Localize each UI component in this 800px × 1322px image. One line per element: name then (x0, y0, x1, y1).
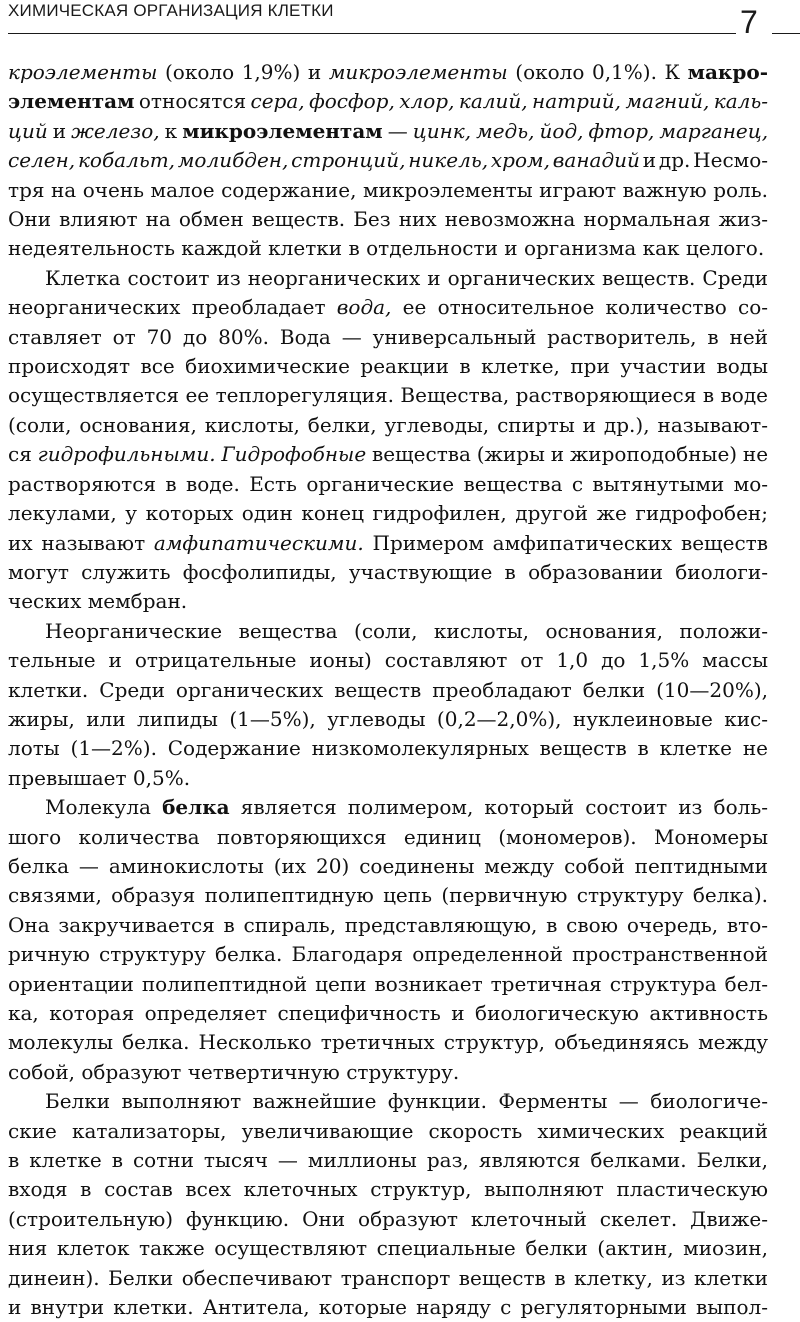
text-line (8, 823, 768, 852)
text-run: динеин). Белки обеспечивают транспорт веществ в клетку, из клетки (8, 1265, 768, 1290)
text-line (8, 646, 768, 675)
italic-term: гидрофильными. Гидрофобные (37, 442, 367, 467)
text-run: Она закручивается в спираль, представляющую, в свою очередь, вто- (8, 912, 768, 937)
text-run: Примером амфипатических веществ (363, 530, 768, 555)
text-run: шого количества повторяющихся единиц (мономеров). Мономеры (8, 824, 768, 849)
italic-term: ций (8, 118, 48, 143)
text-run: Клетка состоит из неорганических и органических веществ. Среди (45, 265, 768, 290)
italic-term: сера, фосфор, хлор, калий, натрий, магний, каль- (250, 89, 769, 114)
text-line (8, 176, 768, 205)
text-run: клетки. Среди органических веществ преобладают белки (10—20%), (8, 677, 768, 702)
italic-term: железо, (71, 118, 160, 143)
header-rule (8, 33, 736, 34)
italic-term: селен, кобальт, молибден, стронций, никель, хром, ванадий (8, 148, 640, 173)
text-line (8, 381, 768, 410)
text-run: ка, которая определяет специфичность и биологическую активность (8, 1001, 768, 1025)
text-run: (около 1,9%) и (157, 60, 329, 84)
text-run: молекулы белка. Несколько третичных структур, объединяясь между (8, 1030, 768, 1055)
text-line (8, 793, 768, 822)
text-line (8, 293, 768, 322)
text-line (8, 1175, 768, 1204)
text-run: ния клеток также осуществляют специальные белки (актин, миозин, (8, 1236, 768, 1261)
text-line (8, 705, 768, 734)
text-line (8, 58, 768, 87)
text-run: жиры, или липиды (1—5%), углеводы (0,2—2,0%), нуклеиновые кис- (8, 706, 768, 731)
text-run: к (159, 118, 183, 143)
text-run: ческих мембран. (8, 589, 188, 614)
text-line (8, 1205, 768, 1234)
text-line (8, 323, 768, 352)
text-run: ские катализаторы, увеличивающие скорость химических реакций (8, 1118, 768, 1143)
text-run: недеятельность каждой клетки в отдельности и организма как целого. (8, 236, 765, 261)
italic-term: микроэлементы (328, 60, 508, 84)
text-line (8, 734, 768, 763)
text-line (8, 764, 768, 793)
text-run: ся (8, 442, 38, 467)
bold-term: макро- (687, 60, 768, 84)
bold-term: белка (162, 795, 230, 820)
text-run: (строительную) функцию. Они образуют клеточный скелет. Движе- (8, 1206, 768, 1231)
text-line (8, 146, 768, 175)
text-run: (соли, основания, кислоты, белки, углеводы, спирты и др.), называют- (8, 412, 768, 437)
text-line (8, 352, 768, 381)
text-run: ричную структуру белка. Благодаря определенной пространственной (8, 942, 768, 967)
text-run: превышает 0,5%. (8, 765, 191, 790)
text-line (8, 205, 768, 234)
text-run: и внутри клетки. Антитела, которые наряду с регуляторными выпол- (8, 1295, 768, 1320)
text-run: в клетке в сотни тысяч — миллионы раз, являются белками. Белки, (8, 1148, 768, 1173)
text-run: лекулами, у которых один конец гидрофилен, другой же гидрофобен; (8, 501, 768, 526)
text-run: тря на очень малое содержание, микроэлементы играют важную роль. (8, 177, 768, 202)
paragraph-protein-functions (8, 1087, 768, 1322)
page-number: 7 (740, 4, 758, 40)
text-run: собой, образуют четвертичную структуру. (8, 1059, 460, 1084)
header-rule-right (772, 33, 800, 34)
text-line (8, 1264, 768, 1293)
text-line (8, 558, 768, 587)
text-run: и др. Несмо- (639, 148, 769, 173)
paragraph-cell-composition (8, 264, 768, 617)
text-line (8, 999, 768, 1028)
text-line (8, 529, 768, 558)
text-run: — (382, 118, 413, 143)
text-run: (около 0,1%). К (507, 60, 688, 84)
paragraph-microelements (8, 58, 768, 264)
text-run: входя в состав всех клеточных структур, выполняют пластическую (8, 1177, 768, 1202)
running-head-title: ХИМИЧЕСКАЯ ОРГАНИЗАЦИЯ КЛЕТКИ (8, 1, 334, 20)
text-line (8, 1087, 768, 1116)
paragraph-inorganic-substances (8, 617, 768, 793)
text-line (8, 440, 768, 469)
text-run: осуществляется ее теплорегуляция. Вещества, растворяющиеся в воде (8, 383, 768, 408)
text-line (8, 587, 768, 616)
text-run: ее относительное количество со- (391, 295, 768, 320)
text-line (8, 117, 768, 146)
text-run: лоты (1—2%). Содержание низкомолекулярных веществ в клетке не (8, 736, 768, 761)
text-run: происходят все биохимические реакции в клетке, при участии воды (8, 354, 768, 379)
text-line (8, 852, 768, 881)
text-line (8, 1058, 768, 1087)
text-line (8, 264, 768, 293)
text-line (8, 411, 768, 440)
italic-term: вода, (336, 295, 392, 320)
text-run: ориентации полипептидной цепи возникает третичная структура бел- (8, 971, 768, 996)
body-text (8, 58, 768, 1322)
text-run: относятся (134, 89, 251, 114)
text-run: связями, образуя полипептидную цепь (первичную структуру белка). (8, 883, 768, 908)
text-run: их называют (8, 530, 154, 555)
text-line (8, 1293, 768, 1322)
text-run: неорганических преобладает (8, 295, 337, 320)
text-run: могут служить фосфолипиды, участвующие в образовании биологи- (8, 559, 768, 584)
text-line (8, 470, 768, 499)
text-run: Молекула (45, 795, 163, 820)
bold-term: элементам (8, 89, 135, 114)
text-line (8, 617, 768, 646)
text-line (8, 1028, 768, 1057)
text-run: Неорганические вещества (соли, кислоты, основания, положи- (45, 618, 768, 643)
text-line (8, 1234, 768, 1263)
text-run: растворяются в воде. Есть органические вещества с вытянутыми мо- (8, 471, 768, 496)
italic-term: кроэлементы (8, 60, 158, 84)
text-line (8, 940, 768, 969)
text-run: вещества (жиры и жироподобные) не (366, 442, 769, 467)
italic-term: амфипатическими. (153, 530, 364, 555)
text-line (8, 911, 768, 940)
text-line (8, 1117, 768, 1146)
text-run: является полимером, который состоит из боль- (229, 795, 768, 820)
text-line (8, 676, 768, 705)
text-run: и (47, 118, 72, 143)
italic-term: цинк, медь, йод, фтор, марганец, (412, 118, 769, 143)
text-line (8, 87, 768, 116)
text-run: Они влияют на обмен веществ. Без них невозможна нормальная жиз- (8, 207, 768, 232)
bold-term: микроэлементам (182, 118, 383, 143)
text-line (8, 1146, 768, 1175)
paragraph-protein-structure (8, 793, 768, 1087)
text-run: Белки выполняют важнейшие функции. Ферменты — биологиче- (45, 1089, 768, 1114)
text-line (8, 234, 768, 263)
text-line (8, 970, 768, 999)
text-line (8, 499, 768, 528)
text-run: белка — аминокислоты (их 20) соединены между собой пептидными (8, 853, 768, 878)
text-run: тельные и отрицательные ионы) составляют от 1,0 до 1,5% массы (8, 648, 768, 673)
text-line (8, 881, 768, 910)
text-run: ставляет от 70 до 80%. Вода — универсальный растворитель, в ней (8, 324, 768, 349)
